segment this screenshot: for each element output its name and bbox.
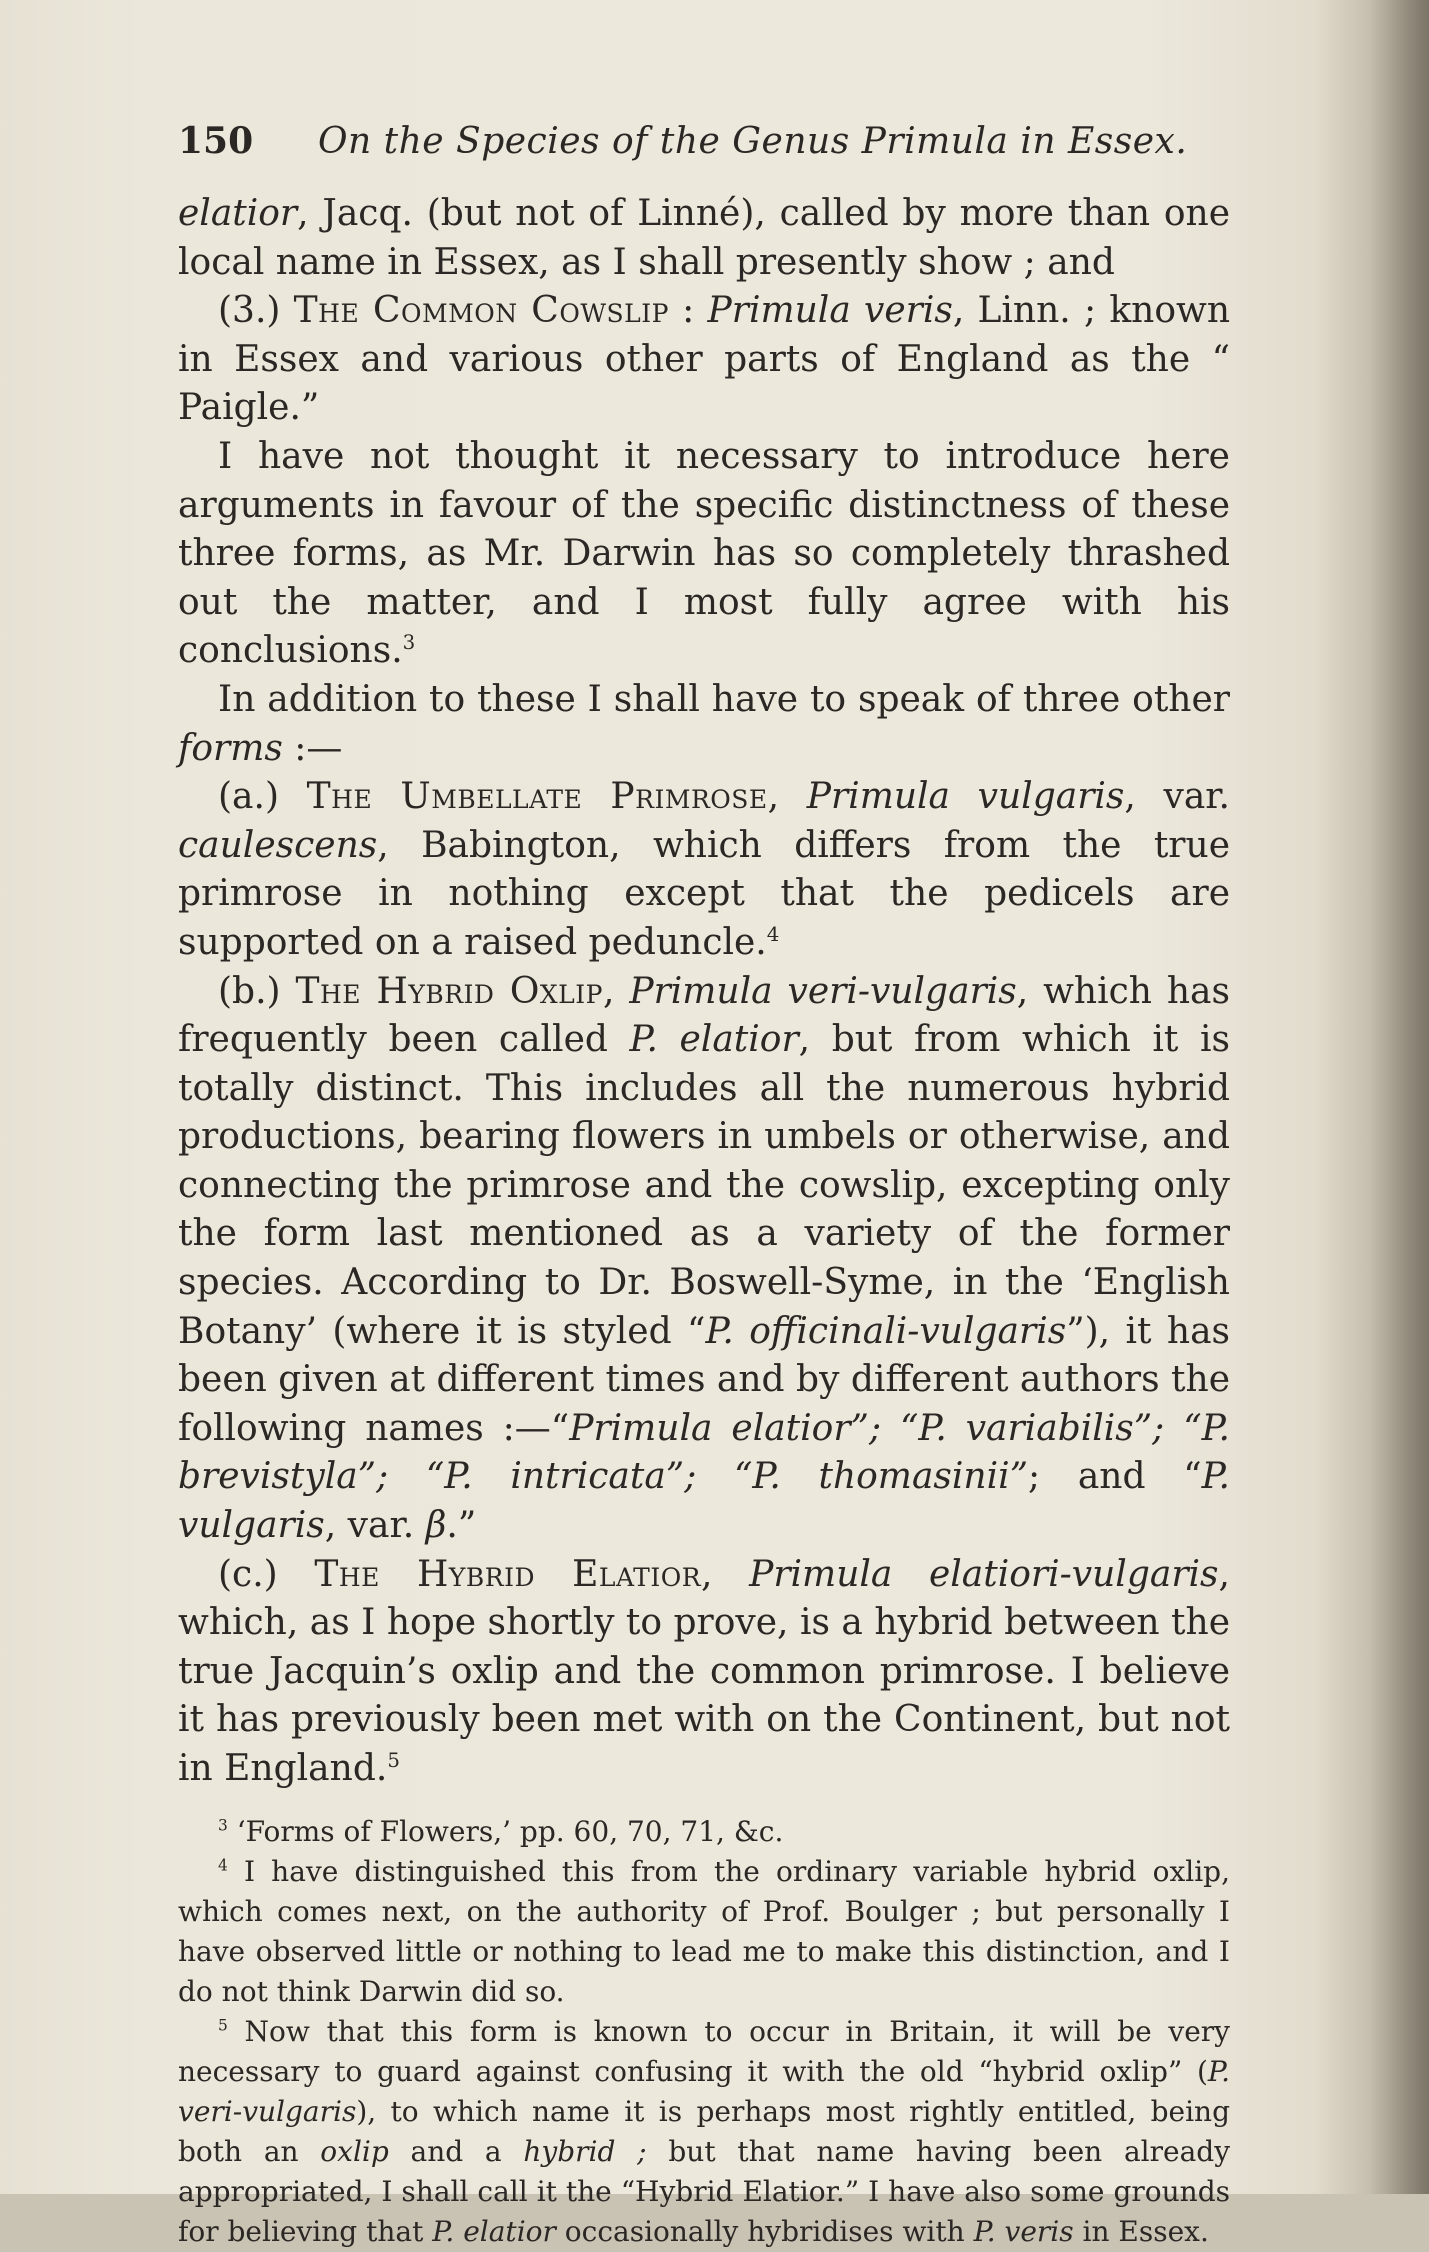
paragraph-hybrid-elatior: (c.) The Hybrid Elatior, Primula elatiori-vulgaris, which, as I hope shortly to prove, is a hybrid between the true Jacquin’s oxlip and the common primrose. I believe it has previously been met with on the Continent, but not in England.$^5$ xyxy=(178,1553,1230,1789)
footnote-ref[interactable]: 3 xyxy=(402,631,416,655)
form-name: The Hybrid Oxlip xyxy=(295,970,603,1012)
page-gutter-shadow xyxy=(1369,0,1429,2194)
paragraph-common-cowslip: (3.) The Common Cowslip : Primula veris, Linn. ; known in Essex and various other parts of England as the “ Paigle.” xyxy=(178,290,1230,429)
scientific-name: Primula vulgaris xyxy=(806,776,1125,818)
scientific-name: Primula veris xyxy=(707,290,953,332)
footnotes xyxy=(178,1812,1230,2252)
footnote-mark: 4 xyxy=(218,1856,228,1875)
italic-term: elatior xyxy=(178,193,298,234)
paragraph-hybrid-oxlip: (b.) The Hybrid Oxlip, Primula veri-vulgaris, which has frequently been called P. elatior, but from which it is totally distinct. This includes all the numerous hybrid productions, bearing flowers in umbels or otherwise, and connecting the primrose and the cowslip, excepting only the form last mentioned as a variety of the former species. According to Dr. Boswell-Syme, in the ‘English Botany’ (where it is styled “P. officinali-vulgaris”), it has been given at different times and by different authors the following names :—“Primula elatior”; “P. variabilis”; “P. brevistyla”; “P. intricata”; “P. thomasinii”; and “P. vulgaris, var. β.” xyxy=(178,970,1230,1547)
form-name: The Umbellate Primrose xyxy=(306,776,768,818)
paragraph-other-forms: In addition to these I shall have to speak of three other forms :— xyxy=(178,678,1230,769)
paragraph-elatior: elatior, Jacq. (but not of Linné), called by more than one local name in Essex, as I shall presently show ; and xyxy=(178,193,1230,283)
paragraph-umbellate-primrose: (a.) The Umbellate Primrose, Primula vulgaris, var. caulescens, Babington, which differs from the true primrose in nothing except that the pedicels are supported on a raised peduncle.$^4$ xyxy=(178,776,1231,963)
footnote-ref[interactable]: 5 xyxy=(387,1749,400,1772)
paragraph-argument: I have not thought it necessary to introduce here arguments in favour of the specific distinctness of these three forms, as Mr. Darwin has so completely thrashed out the matter, and I most fully agree with his conclusions.$^3$ xyxy=(178,435,1230,672)
footnote-4: $^4$ I have distinguished this from the ordinary variable hybrid oxlip, which comes next, on the authority of Prof. Boulger ; but personally I have observed little or nothing to lead me to make this distinction, and I do not think Darwin did so. xyxy=(178,1854,1230,2008)
footnote-mark: 3 xyxy=(218,1816,228,1835)
form-name: The Common Cowslip xyxy=(293,290,669,332)
footnote-3: $^3$ ‘Forms of Flowers,’ pp. 60, 70, 71, &c. xyxy=(218,1814,784,1848)
running-title: On the Species of the Genus Primula in Essex. xyxy=(318,121,1188,162)
running-head xyxy=(178,120,1230,190)
page-content xyxy=(178,120,1230,2252)
footnote-ref[interactable]: 4 xyxy=(766,922,780,946)
footnote-5: $^5$ Now that this form is known to occur in Britain, it will be very necessary to guard against confusing it with the old “hybrid oxlip” (P. veri-vulgaris), to which name it is perhaps most rightly entitled, being both an oxlip and a hybrid ; but that name having been already appropriated, I shall call it the “Hybrid Elatior.” I have also some grounds for believing that P. elatior occasionally hybridises with P. veris in Essex. xyxy=(178,2014,1231,2248)
scientific-name: Primula veri-vulgaris xyxy=(629,970,1017,1012)
page-number: 150 xyxy=(178,120,254,162)
scientific-name: Primula elatiori-vulgaris xyxy=(749,1553,1219,1595)
form-name: The Hybrid Elatior xyxy=(314,1553,702,1595)
footnote-mark: 5 xyxy=(218,2016,228,2035)
body-text xyxy=(178,190,1230,1794)
